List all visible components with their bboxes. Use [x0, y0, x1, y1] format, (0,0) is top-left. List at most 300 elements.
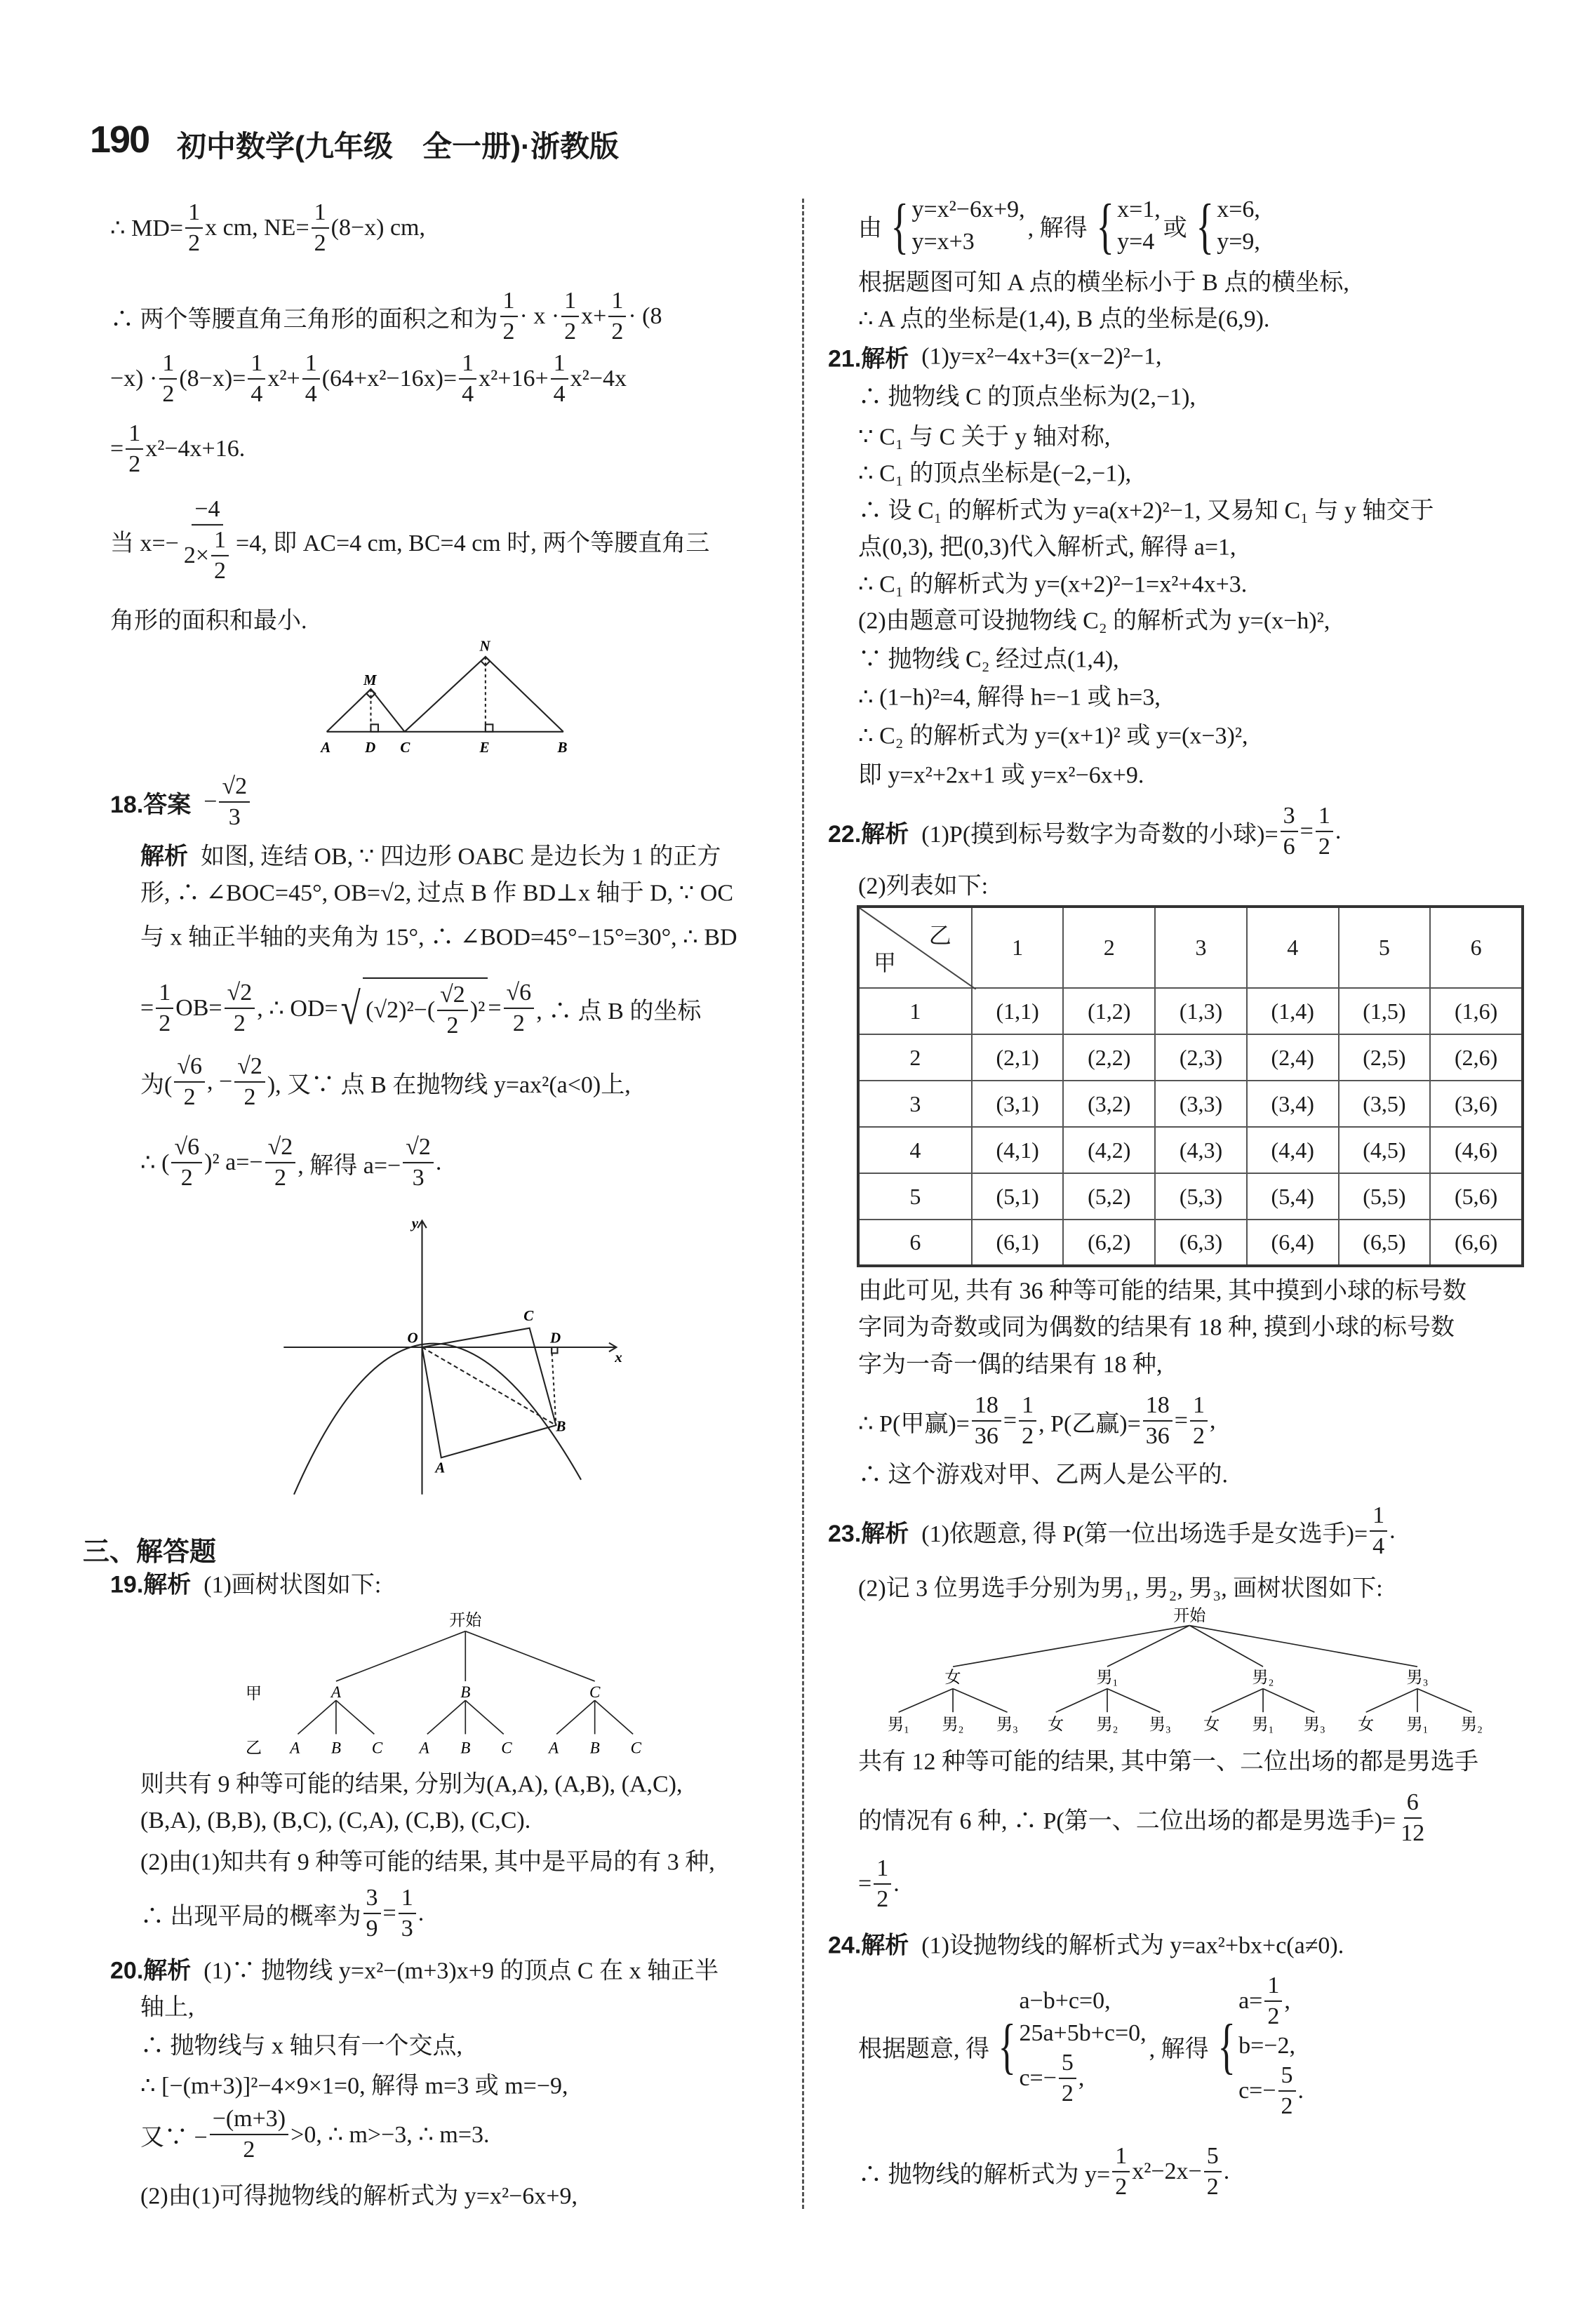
table-cell: (5,2) — [1063, 1173, 1155, 1220]
numerator — [403, 1134, 434, 1163]
numerator — [1190, 1392, 1208, 1422]
text-run: x²−4x — [570, 366, 627, 392]
text-run: 根据题图可知 A 点的横坐标小于 B 点的横坐标, — [858, 269, 1349, 296]
tree-branch — [899, 1689, 954, 1713]
text-line — [140, 874, 733, 908]
text-run: ∴ 设 C₁ 的解析式为 y=a(x+2)²−1, 又易知 C₁ 与 y 轴交于 — [858, 497, 1434, 524]
math-text: 2 — [876, 1886, 889, 1912]
text-run: , — [1284, 1988, 1290, 2015]
text-run: )² — [469, 997, 486, 1023]
fraction — [185, 199, 203, 257]
text-line — [110, 350, 627, 408]
numerator — [459, 350, 476, 380]
denominator — [1316, 832, 1333, 860]
table-row — [858, 1173, 1523, 1220]
numerator — [437, 982, 468, 1011]
math-text: 5 — [1206, 2142, 1219, 2169]
denominator — [241, 1083, 259, 1111]
tree-leaf: 女 — [1048, 1715, 1064, 1734]
denominator — [1281, 832, 1298, 860]
radical-sign: √ — [340, 982, 361, 1034]
row-header: 6 — [858, 1220, 972, 1266]
numerator — [265, 1134, 296, 1163]
table-cell: (6,4) — [1247, 1220, 1339, 1266]
math-text: √2 — [406, 1133, 431, 1160]
text-run: (2)由(1)可得抛物线的解析式为 y=x²−6x+9, — [140, 2183, 578, 2210]
text-line — [140, 918, 737, 952]
math-text: 1 — [1318, 802, 1330, 829]
text-run: −4 — [194, 495, 220, 522]
fraction — [403, 1134, 434, 1191]
text-run: (1)P(摸到标号数字为奇数的小球)= — [921, 821, 1278, 848]
text-run: x²−2x− — [1132, 2158, 1202, 2184]
numerator — [211, 527, 229, 556]
question-label: 18.答案 — [110, 791, 192, 818]
denominator — [972, 1422, 1001, 1450]
math-text: 2 — [188, 230, 201, 256]
tree-node: C — [589, 1682, 601, 1701]
tree-root: 开始 — [1173, 1606, 1206, 1625]
math-text: 2 — [1281, 2093, 1293, 2120]
math-text: 1 — [314, 199, 326, 225]
table-row — [858, 1034, 1523, 1081]
fraction — [302, 350, 320, 408]
point-label-a: A — [435, 1459, 446, 1476]
math-text: √6 — [174, 1133, 200, 1160]
text-run: , 解得 — [1149, 2036, 1209, 2062]
text-run: y=x+3 — [911, 229, 975, 255]
math-text: 1 — [502, 287, 515, 314]
tree-leaf: A — [548, 1738, 559, 1757]
numerator — [1112, 2143, 1130, 2172]
table-cell: (2,5) — [1339, 1034, 1431, 1081]
fraction — [219, 773, 250, 831]
text-run: c=− — [1019, 2064, 1057, 2091]
fraction — [551, 350, 568, 408]
fraction — [1019, 1392, 1036, 1450]
tree-node: 男₃ — [1406, 1668, 1429, 1687]
text-run: 角形的面积和最小. — [110, 608, 307, 634]
numerator — [302, 350, 320, 380]
math-text: √2 — [237, 1053, 262, 1079]
tree-leaf: 女 — [1358, 1715, 1375, 1734]
tree-branch — [1056, 1689, 1107, 1713]
tree-leaf: B — [330, 1738, 341, 1757]
tree-level-label: 乙 — [246, 1738, 262, 1757]
answer-22 — [828, 803, 1341, 860]
denominator — [1059, 2079, 1076, 2107]
tree-leaf: A — [290, 1738, 300, 1757]
fraction — [225, 980, 255, 1037]
denominator — [608, 317, 626, 345]
system-row — [1238, 1972, 1304, 2030]
text-run: (B,A), (B,B), (B,C), (C,A), (C,B), (C,C). — [140, 1808, 531, 1834]
text-line — [140, 837, 721, 872]
fraction — [171, 1134, 202, 1191]
system-row — [1019, 2017, 1146, 2050]
denominator — [1370, 1532, 1387, 1560]
fraction — [363, 1885, 381, 1942]
text-run: . — [1389, 1518, 1396, 1544]
numerator — [874, 1855, 891, 1885]
tree-branch — [1366, 1689, 1417, 1713]
text-run: 25a+5b+c=0, — [1019, 2019, 1147, 2046]
text-line — [140, 1988, 194, 2022]
math-text: √2 — [440, 981, 465, 1008]
text-run: ∵ 抛物线 C₂ 经过点(1,4), — [858, 646, 1119, 673]
text-run: a−b+c=0, — [1019, 1988, 1111, 2015]
math-text: 36 — [974, 1423, 998, 1449]
text-line — [140, 2066, 568, 2101]
text-run: ∴ 抛物线的解析式为 y= — [858, 2161, 1111, 2188]
axis-label-y: y — [411, 1215, 419, 1232]
math-text: 12 — [1401, 1820, 1425, 1846]
equation-system — [858, 191, 1263, 260]
text-run: 由 — [858, 215, 882, 242]
tree-leaf: 男₃ — [996, 1715, 1019, 1734]
numerator — [399, 1885, 416, 1914]
numerator — [1059, 2050, 1076, 2079]
table-cell: (5,1) — [972, 1173, 1064, 1220]
text-run: 如图, 连结 OB, ∵ 四边形 OABC 是边长为 1 的正方 — [201, 843, 721, 870]
math-text: 2 — [1061, 2080, 1074, 2106]
text-run: = — [1300, 818, 1314, 844]
math-text: 2 — [162, 381, 175, 407]
text-run: 即 y=x²+2x+1 或 y=x²−6x+9. — [858, 762, 1144, 789]
table-cell: (3,2) — [1063, 1081, 1155, 1127]
text-run: = — [140, 995, 154, 1021]
equation-system — [858, 1972, 1307, 2120]
math-text: 2 — [502, 319, 515, 345]
row-header: 1 — [858, 988, 972, 1034]
table-cell: (4,6) — [1430, 1127, 1523, 1173]
denominator — [510, 1009, 528, 1037]
text-run: (1)依题意, 得 P(第一位出场选手是女选手)= — [921, 1521, 1368, 1547]
tree-leaf: 男₃ — [1303, 1715, 1325, 1734]
text-line — [858, 1345, 1163, 1380]
denominator — [185, 229, 203, 257]
column-header: 4 — [1247, 907, 1339, 988]
math-text: 2 — [128, 451, 141, 477]
text-run: (1)设抛物线的解析式为 y=ax²+bx+c(a≠0). — [921, 1932, 1344, 1959]
text-line — [140, 2106, 490, 2163]
system-rows — [911, 194, 1024, 258]
text-line — [858, 1455, 1228, 1490]
text-run: 的情况有 6 种, ∴ P(第一、二位出场的都是男选手)= — [858, 1808, 1396, 1834]
answer-21 — [828, 340, 1162, 374]
table-cell: (4,5) — [1339, 1127, 1431, 1173]
table-cell: (6,1) — [972, 1220, 1064, 1266]
math-text: √2 — [267, 1133, 293, 1160]
text-run: x+ — [581, 303, 607, 329]
question-label: 22.解析 — [828, 820, 909, 848]
point-label-b: B — [557, 739, 568, 756]
table-cell: (1,4) — [1247, 988, 1339, 1034]
text-run: (2)由(1)知共有 9 种等可能的结果, 其中是平局的有 3 种, — [140, 1849, 715, 1876]
text-run: . — [1297, 2078, 1304, 2104]
denominator — [551, 380, 568, 408]
text-run: 2× — [183, 542, 210, 568]
equation-system — [1090, 191, 1161, 260]
table-cell: (6,5) — [1339, 1220, 1431, 1266]
text-line — [858, 1855, 900, 1913]
tree-diagram-23 — [869, 1602, 1516, 1742]
denominator — [312, 229, 329, 257]
text-run: (1)∵ 抛物线 y=x²−(m+3)x+9 的顶点 C 在 x 轴正半 — [203, 1958, 719, 1984]
tree-leaf: 男₂ — [1460, 1715, 1483, 1734]
text-run: 字同为奇数或同为偶数的结果有 18 种, 摸到小球的标号数 — [858, 1314, 1455, 1341]
tree-leaf: 男₂ — [942, 1715, 964, 1734]
text-run: ∴ 抛物线与 x 轴只有一个交点, — [140, 2033, 462, 2059]
tree-branch — [953, 1689, 1008, 1713]
fraction — [1316, 803, 1333, 860]
fraction — [181, 496, 234, 585]
numerator — [608, 288, 626, 317]
text-run: = — [110, 436, 124, 462]
column-axis-label: 乙 — [928, 923, 951, 948]
denominator — [1204, 2172, 1222, 2201]
table-cell: (2,3) — [1155, 1034, 1247, 1081]
page-number: 190 — [90, 119, 149, 161]
text-line — [858, 565, 1247, 599]
equation-system — [1212, 1972, 1304, 2120]
tree-branch — [953, 1626, 1189, 1667]
tree-node: 男₂ — [1252, 1668, 1274, 1687]
text-line — [858, 1392, 1215, 1450]
fraction — [1059, 2050, 1076, 2107]
tree-leaf: C — [630, 1738, 642, 1757]
brace: { — [1096, 191, 1114, 260]
text-run: x²−4x+16. — [145, 436, 246, 462]
book-title: 初中数学(九年级 全一册)·浙教版 — [177, 130, 619, 163]
text-line — [858, 418, 1110, 452]
question-label: 23.解析 — [828, 1520, 909, 1547]
text-run: = — [382, 1900, 396, 1926]
text-run: ∵ C₁ 与 C 关于 y 轴对称, — [858, 424, 1111, 450]
parabola-figure — [279, 1215, 625, 1495]
denominator — [248, 380, 265, 408]
point-label-b: B — [556, 1417, 566, 1435]
numerator — [1019, 1392, 1036, 1422]
text-line — [110, 601, 307, 636]
point-label-a: A — [321, 739, 331, 756]
math-text: 1 — [1192, 1391, 1205, 1418]
table-cell: (6,3) — [1155, 1220, 1247, 1266]
tree-leaf: 男₁ — [1252, 1715, 1274, 1734]
fraction — [608, 288, 626, 345]
text-run: , 解得 a=− — [298, 1152, 401, 1179]
text-run: x cm, NE= — [205, 215, 309, 241]
text-line — [140, 2026, 462, 2061]
math-text: 1 — [128, 420, 141, 446]
table-cell: (3,6) — [1430, 1081, 1523, 1127]
denominator — [156, 1009, 173, 1037]
fraction — [248, 350, 265, 408]
math-text: 3 — [412, 1165, 425, 1191]
text-run: (1)y=x²−4x+3=(x−2)²−1, — [921, 343, 1162, 369]
math-text: 1 — [462, 349, 474, 376]
text-run: OB= — [175, 995, 222, 1021]
tree-branch — [1107, 1689, 1160, 1713]
point-label-e: E — [479, 739, 490, 756]
math-text: 2 — [243, 1084, 256, 1110]
text-line — [140, 2177, 577, 2211]
numerator — [185, 199, 203, 229]
denominator — [272, 1163, 289, 1191]
math-text: 5 — [1061, 2049, 1074, 2076]
text-run: y=9, — [1217, 229, 1260, 255]
text-line — [140, 1053, 631, 1111]
text-run: 共有 12 种等可能的结果, 其中第一、二位出场的都是男选手 — [858, 1749, 1478, 1775]
text-run: x²+16+ — [479, 366, 549, 392]
text-line — [858, 601, 1330, 636]
math-text: 9 — [366, 1916, 378, 1942]
table-corner-cell — [858, 907, 972, 988]
text-run: = — [1003, 1408, 1017, 1434]
text-line — [110, 496, 709, 585]
text-line — [140, 1808, 530, 1834]
text-line — [858, 1569, 1383, 1603]
text-run: =4, 即 AC=4 cm, BC=4 cm 时, 两个等腰直角三 — [236, 530, 710, 556]
text-run: (2)列表如下: — [858, 873, 989, 900]
text-run: 根据题意, 得 — [858, 2036, 989, 2062]
brace: { — [1217, 2011, 1236, 2081]
tree-leaf: A — [419, 1738, 429, 1757]
table-cell: (1,5) — [1339, 988, 1431, 1034]
outcome-table — [857, 905, 1524, 1267]
denominator — [226, 803, 243, 831]
math-text: 4 — [1372, 1533, 1385, 1559]
fraction — [1398, 1789, 1427, 1847]
tree-leaf: 女 — [1203, 1715, 1220, 1734]
tree-node: 男₁ — [1096, 1668, 1118, 1687]
table-cell: (5,5) — [1339, 1173, 1431, 1220]
math-text: 1 — [188, 199, 201, 225]
text-run: = — [858, 1871, 872, 1897]
answer-20 — [110, 1951, 719, 1986]
text-run: c=− — [1238, 2078, 1276, 2104]
fraction — [156, 980, 173, 1037]
text-run: x=1, — [1117, 196, 1161, 223]
math-text: 2 — [180, 1165, 193, 1191]
row-header: 5 — [858, 1173, 972, 1220]
denominator — [1143, 1422, 1173, 1450]
text-run: 又∵ − — [140, 2124, 208, 2151]
text-line — [858, 640, 1119, 674]
fraction — [504, 980, 535, 1037]
tree-leaf: B — [460, 1738, 471, 1757]
denominator — [1019, 1422, 1036, 1450]
math-text: 2 — [183, 1084, 196, 1110]
text-run: , 解得 — [1027, 215, 1088, 242]
numerator — [234, 1053, 265, 1083]
text-line — [140, 1885, 424, 1942]
math-text: 2 — [512, 1010, 525, 1036]
text-run: . — [417, 1900, 425, 1926]
text-run: ∴ 这个游戏对甲、乙两人是公平的. — [858, 1462, 1228, 1488]
numerator — [159, 350, 177, 380]
math-text: √2 — [222, 773, 248, 799]
text-run: )² a=− — [204, 1149, 263, 1175]
text-run: 或 — [1163, 215, 1187, 242]
text-run: ∴ 抛物线 C 的顶点坐标为(2,−1), — [858, 384, 1196, 410]
table-cell: (6,2) — [1063, 1220, 1155, 1266]
tree-branch — [1417, 1689, 1472, 1713]
text-run: ), 又∵ 点 B 在抛物线 y=ax²(a<0)上, — [267, 1071, 631, 1098]
fraction — [1281, 803, 1298, 860]
denominator — [1112, 2172, 1130, 2201]
numerator — [312, 199, 329, 229]
triangles-figure — [309, 626, 589, 766]
text-run: , P(乙赢)= — [1038, 1410, 1141, 1437]
math-text: 1 — [250, 349, 263, 376]
fraction — [399, 1885, 416, 1942]
brace: { — [998, 2011, 1016, 2081]
denominator — [181, 1083, 199, 1111]
fraction — [234, 1053, 265, 1111]
text-line — [858, 454, 1131, 488]
text-run: 为( — [140, 1071, 173, 1098]
denominator — [874, 1885, 891, 1913]
text-run: ∴ 两个等腰直角三角形的面积之和为 — [110, 306, 498, 333]
text-run: 字为一奇一偶的结果有 18 种, — [858, 1351, 1163, 1378]
numerator — [1278, 2062, 1296, 2092]
fraction — [1370, 1502, 1387, 1560]
denominator — [211, 556, 229, 585]
numerator — [1316, 803, 1333, 832]
fraction — [500, 288, 518, 345]
numerator — [561, 288, 579, 317]
text-run: a= — [1238, 1988, 1263, 2015]
math-text: 2 — [159, 1010, 171, 1036]
math-text: 36 — [1145, 1423, 1170, 1449]
fraction — [1204, 2143, 1222, 2201]
brace: { — [1196, 191, 1214, 260]
text-line — [858, 716, 1248, 751]
table-row — [858, 1127, 1523, 1173]
system-row — [911, 226, 1024, 258]
text-run: (1)画树状图如下: — [203, 1572, 382, 1598]
tree-leaf: C — [371, 1738, 383, 1757]
column-header: 6 — [1430, 907, 1523, 988]
denominator — [399, 1914, 416, 1942]
text-line — [858, 263, 1349, 298]
tree-branch — [1189, 1626, 1417, 1667]
fraction — [211, 527, 229, 585]
question-label: 24.解析 — [828, 1932, 909, 1959]
table-cell: (4,1) — [972, 1127, 1064, 1173]
text-line — [858, 678, 1161, 712]
fraction — [159, 350, 177, 408]
text-run: ∴ MD= — [110, 215, 184, 241]
tree-leaf: 男₁ — [1406, 1715, 1429, 1734]
column-header: 2 — [1063, 907, 1155, 988]
text-line — [858, 1271, 1467, 1306]
text-run: ∴ [−(m+3)]²−4×9×1=0, 解得 m=3 或 m=−9, — [140, 2073, 568, 2099]
column-divider — [802, 199, 804, 2209]
text-run: ∴ (1−h)²=4, 解得 h=−1 或 h=3, — [858, 684, 1161, 711]
tree-leaf: B — [589, 1738, 600, 1757]
system-row — [1238, 2062, 1304, 2120]
text-line — [858, 1742, 1478, 1777]
fraction — [265, 1134, 296, 1191]
axis-label-x: x — [615, 1348, 622, 1365]
math-text: 2 — [446, 1013, 459, 1039]
math-text: √6 — [506, 979, 532, 1006]
denominator — [240, 2135, 258, 2163]
denominator — [443, 1011, 461, 1039]
math-text: √6 — [177, 1053, 202, 1079]
